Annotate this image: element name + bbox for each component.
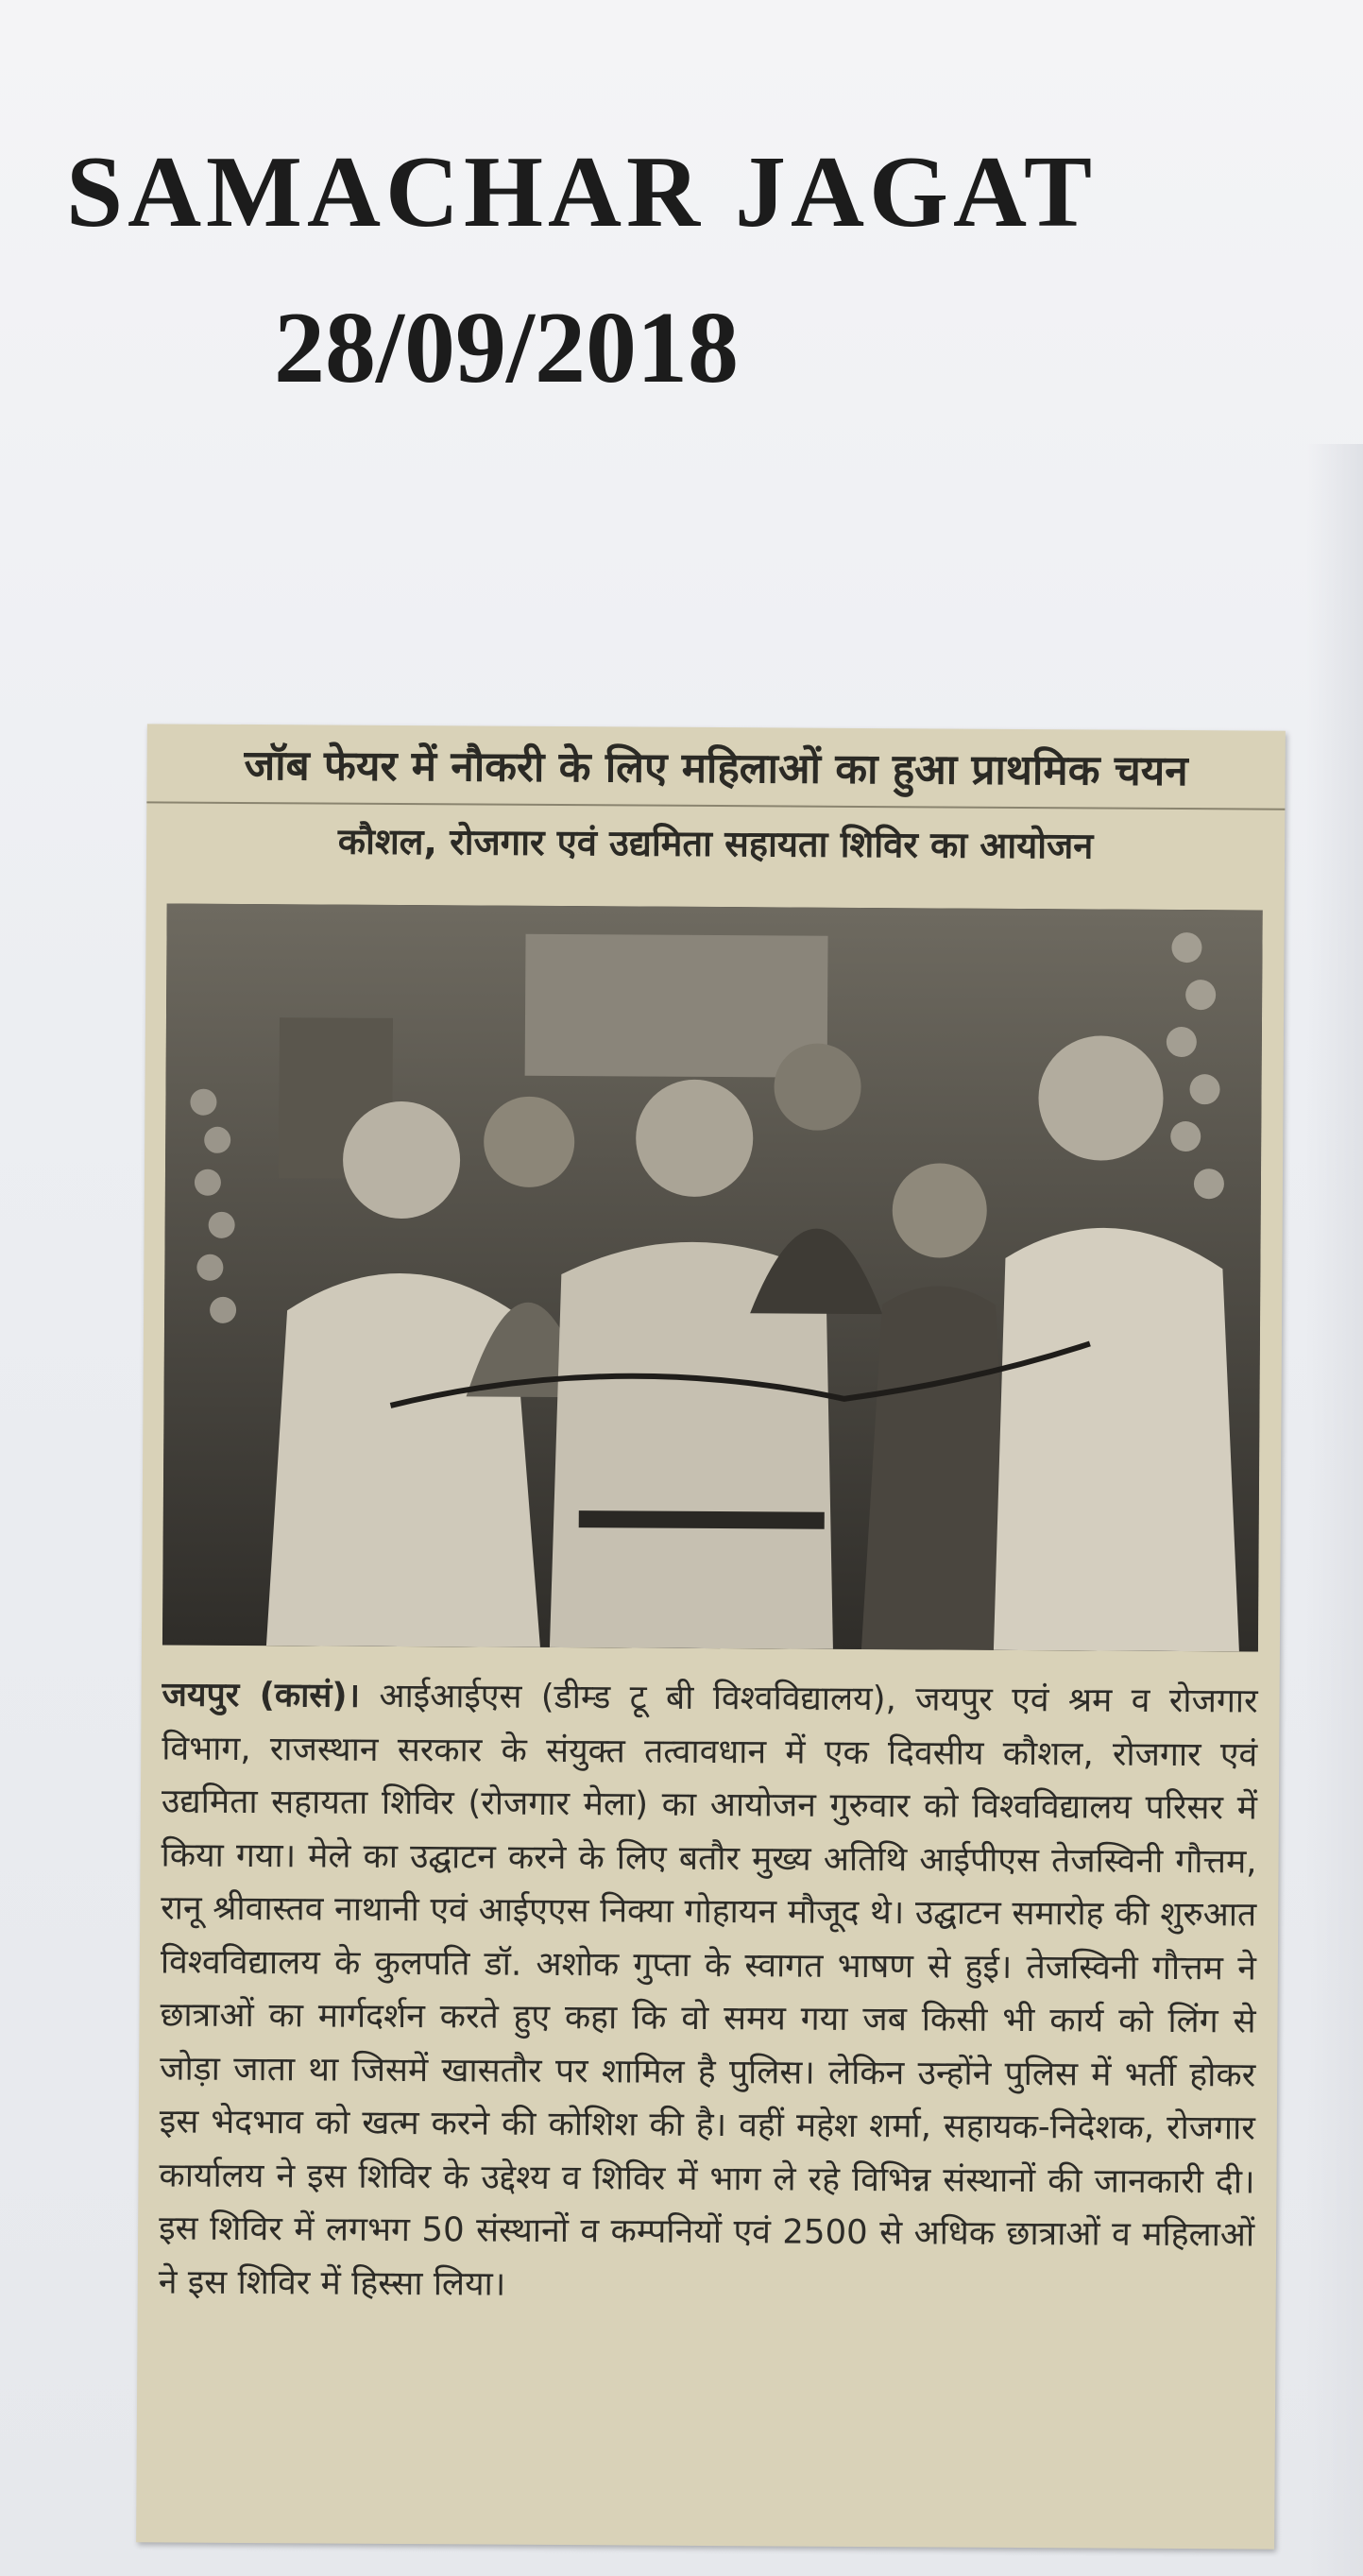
inauguration-photo-illustration <box>162 903 1263 1651</box>
sheet-edge-shadow <box>1306 444 1363 2576</box>
wall-panel <box>525 934 828 1078</box>
newspaper-title: SAMACHAR JAGAT <box>66 136 1097 248</box>
article-body <box>159 1668 1258 2315</box>
headline-divider <box>146 801 1285 810</box>
news-clipping <box>136 724 1286 2549</box>
headline: जॉब फेयर में नौकरी के लिए महिलाओं का हुआ प्राथमिक चयन <box>244 741 1188 796</box>
news-photo <box>162 903 1263 1651</box>
publication-date: 28/09/2018 <box>274 292 740 404</box>
subheadline: कौशल, रोजगार एवं उद्यमिता सहायता शिविर का आयोजन <box>337 820 1094 867</box>
article-body-text: आईआईएस (डीम्ड टू बी विश्वविद्यालय), जयपुर एवं श्रम व रोजगार विभाग, राजस्थान सरकार के संयुक्त तत्वावधान में एक दिवसीय कौशल, रोजगार एवं उद्यमिता सहायता शिविर (रोजगार मेला) का आयोजन गुरुवार को विश्वविद्यालय परिसर में किया गया। मेले का उद्घाटन करने के लिए बतौर मुख्य अतिथि आईपीएस तेजस्विनी गौत्तम, रानू श्रीवास्तव नाथानी एवं आईएएस निक्या गोहायन मौजूद थे। उद्घाटन समारोह की शुरुआत विश्वविद्यालय के कुलपति डॉ. अशोक गुप्ता के स्वागत भाषण से हुई। तेजस्विनी गौत्तम ने छात्राओं का मार्गदर्शन करते हुए कहा कि वो समय गया जब किसी भी कार्य को लिंग से जोड़ा जाता था जिसमें खासतौर पर शामिल है पुलिस। लेकिन उन्होंने पुलिस में भर्ती होकर इस भेदभाव को खत्म करने की कोशिश की है। वहीं महेश शर्मा, सहायक-निदेशक, रोजगार कार्यालय ने इस शिविर के उद्देश्य व शिविर में भाग ले रहे विभिन्न संस्थानों की जानकारी दी। इस शिविर में लगभग 50 संस्थानों व कम्पनियों एवं 2500 से अधिक छात्राओं व महिलाओं ने इस शिविर में हिस्सा लिया। <box>158 1676 1258 2304</box>
dateline: जयपुर (कासं)। <box>162 1675 361 1715</box>
